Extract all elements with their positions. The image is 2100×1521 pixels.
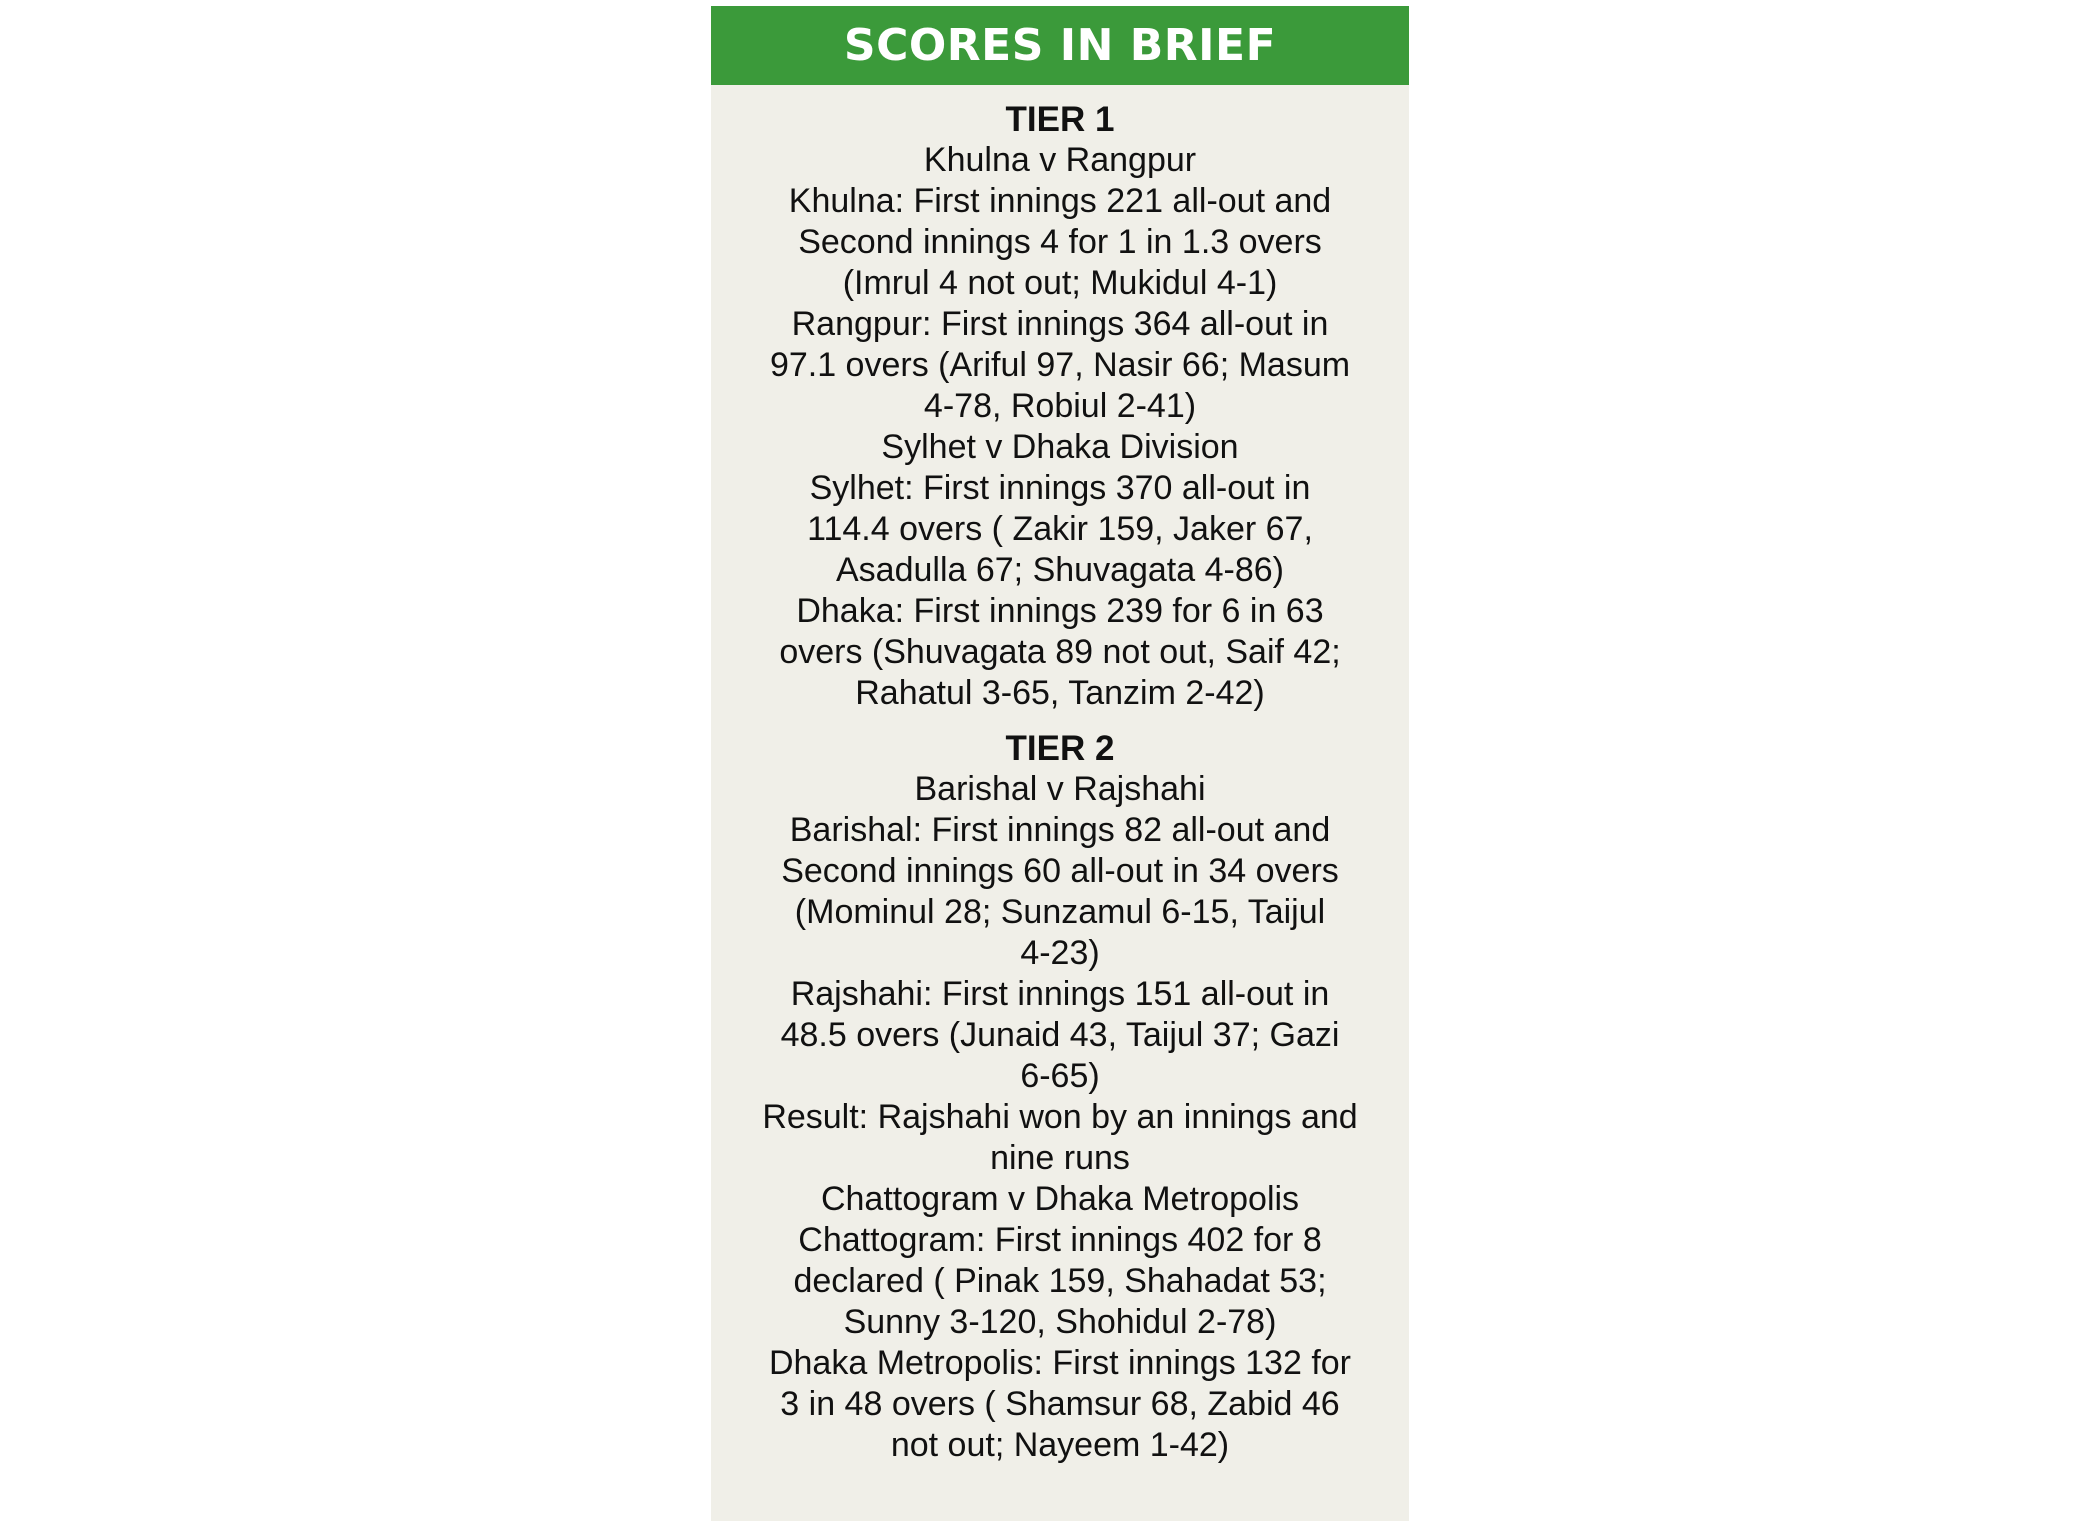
text-line: Chattogram: First innings 402 for 8: [798, 1221, 1322, 1259]
text-line: Second innings 60 all-out in 34 overs: [781, 852, 1339, 890]
text-line: not out; Nayeem 1-42): [890, 1426, 1230, 1464]
text-line: Asadulla 67; Shuvagata 4-86): [836, 551, 1284, 589]
text-line: (Mominul 28; Sunzamul 6-15, Taijul: [794, 893, 1326, 931]
text-line: Sunny 3-120, Shohidul 2-78): [843, 1303, 1277, 1341]
text-line: Dhaka: First innings 239 for 6 in 63: [796, 592, 1324, 630]
text-line: Barishal v Rajshahi: [914, 770, 1206, 808]
text-line: 6-65): [1020, 1057, 1100, 1095]
text-line: 4-23): [1020, 934, 1100, 972]
text-line: Rangpur: First innings 364 all-out in: [791, 305, 1329, 343]
text-line: Sylhet v Dhaka Division: [881, 428, 1239, 466]
text-line: Dhaka Metropolis: First innings 132 for: [768, 1344, 1352, 1382]
text-line: 4-78, Robiul 2-41): [923, 387, 1197, 425]
text-line: Chattogram v Dhaka Metropolis: [820, 1180, 1300, 1218]
tier-2-section: [733, 728, 1387, 1466]
text-line: 97.1 overs (Ariful 97, Nasir 66; Masum: [769, 346, 1351, 384]
text-line: Rahatul 3-65, Tanzim 2-42): [855, 674, 1265, 712]
text-line: (Imrul 4 not out; Mukidul 4-1): [842, 264, 1278, 302]
text-line: 3 in 48 overs ( Shamsur 68, Zabid 46: [780, 1385, 1340, 1423]
text-line: 48.5 overs (Junaid 43, Taijul 37; Gazi: [780, 1016, 1340, 1054]
scores-content: [711, 85, 1409, 1466]
tier-1-section: [733, 99, 1387, 714]
text-line: Result: Rajshahi won by an innings and: [762, 1098, 1358, 1136]
text-line: declared ( Pinak 159, Shahadat 53;: [793, 1262, 1327, 1300]
tier-2-heading: TIER 2: [1005, 729, 1115, 768]
text-line: Sylhet: First innings 370 all-out in: [809, 469, 1311, 507]
panel-title: SCORES IN BRIEF: [711, 6, 1409, 85]
text-line: overs (Shuvagata 89 not out, Saif 42;: [779, 633, 1341, 671]
text-line: Second innings 4 for 1 in 1.3 overs: [798, 223, 1322, 261]
tier-1-heading: TIER 1: [1005, 100, 1115, 139]
text-line: 114.4 overs ( Zakir 159, Jaker 67,: [807, 510, 1313, 548]
text-line: Khulna: First innings 221 all-out and: [788, 182, 1332, 220]
text-line: Khulna v Rangpur: [923, 141, 1197, 179]
scores-in-brief-panel: [711, 6, 1409, 1521]
text-line: Barishal: First innings 82 all-out and: [789, 811, 1331, 849]
text-line: Rajshahi: First innings 151 all-out in: [790, 975, 1330, 1013]
text-line: nine runs: [990, 1139, 1130, 1177]
